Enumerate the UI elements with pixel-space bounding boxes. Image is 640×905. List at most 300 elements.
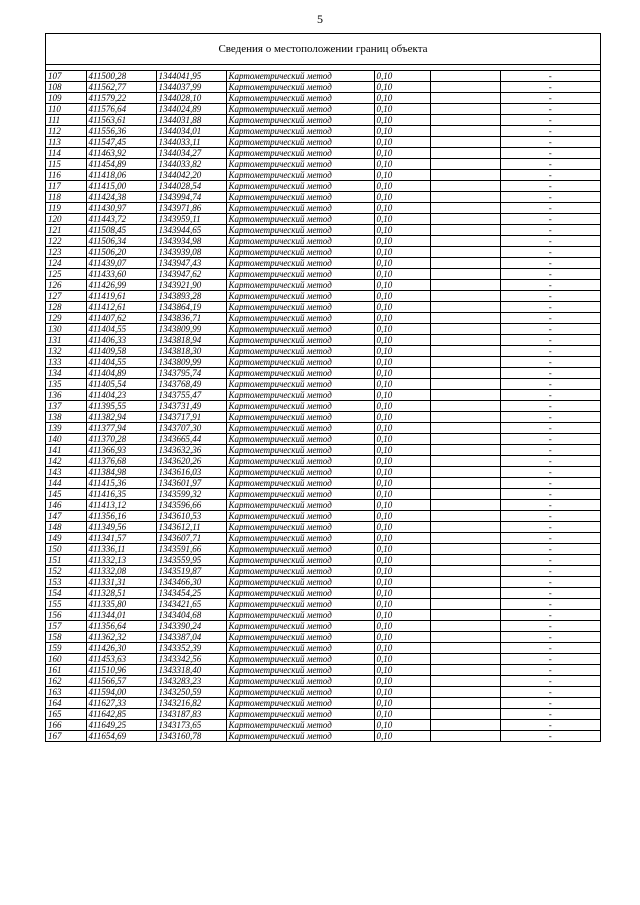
coord-y-cell: 1343731,49	[156, 401, 226, 412]
description-cell: -	[500, 324, 600, 335]
method-cell: Картометрический метод	[226, 181, 374, 192]
accuracy-cell: 0,10	[374, 731, 430, 742]
table-row	[46, 148, 600, 159]
empty-cell-cell	[430, 412, 500, 423]
table-row	[46, 423, 600, 434]
accuracy-cell: 0,10	[374, 577, 430, 588]
accuracy-cell: 0,10	[374, 599, 430, 610]
table-row	[46, 434, 600, 445]
table-row	[46, 291, 600, 302]
coord-x-cell: 411344,01	[86, 610, 156, 621]
coord-y-cell: 1344034,01	[156, 126, 226, 137]
coord-y-cell: 1343818,30	[156, 346, 226, 357]
point-number-cell: 117	[46, 181, 86, 192]
accuracy-cell: 0,10	[374, 126, 430, 137]
description-cell: -	[500, 698, 600, 709]
description-cell: -	[500, 346, 600, 357]
method-cell: Картометрический метод	[226, 533, 374, 544]
method-cell: Картометрический метод	[226, 709, 374, 720]
coord-x-cell: 411335,80	[86, 599, 156, 610]
description-cell: -	[500, 93, 600, 104]
description-cell: -	[500, 720, 600, 731]
method-cell: Картометрический метод	[226, 654, 374, 665]
point-number-cell: 128	[46, 302, 86, 313]
empty-cell-cell	[430, 401, 500, 412]
coord-x-cell: 411463,92	[86, 148, 156, 159]
point-number-cell: 120	[46, 214, 86, 225]
coord-x-cell: 411418,06	[86, 170, 156, 181]
method-cell: Картометрический метод	[226, 324, 374, 335]
method-cell: Картометрический метод	[226, 291, 374, 302]
point-number-cell: 151	[46, 555, 86, 566]
accuracy-cell: 0,10	[374, 192, 430, 203]
empty-cell-cell	[430, 126, 500, 137]
accuracy-cell: 0,10	[374, 478, 430, 489]
coord-x-cell: 411510,96	[86, 665, 156, 676]
table-row	[46, 676, 600, 687]
empty-cell-cell	[430, 588, 500, 599]
method-cell: Картометрический метод	[226, 357, 374, 368]
table-row	[46, 489, 600, 500]
empty-cell-cell	[430, 203, 500, 214]
coord-x-cell: 411412,61	[86, 302, 156, 313]
coord-y-cell: 1343665,44	[156, 434, 226, 445]
coord-x-cell: 411576,64	[86, 104, 156, 115]
empty-cell-cell	[430, 346, 500, 357]
point-number-cell: 154	[46, 588, 86, 599]
point-number-cell: 112	[46, 126, 86, 137]
description-cell: -	[500, 181, 600, 192]
coord-x-cell: 411404,55	[86, 324, 156, 335]
accuracy-cell: 0,10	[374, 500, 430, 511]
empty-cell-cell	[430, 236, 500, 247]
empty-cell-cell	[430, 214, 500, 225]
accuracy-cell: 0,10	[374, 709, 430, 720]
coord-y-cell: 1344033,82	[156, 159, 226, 170]
method-cell: Картометрический метод	[226, 478, 374, 489]
table-row	[46, 544, 600, 555]
coord-y-cell: 1343390,24	[156, 621, 226, 632]
empty-cell-cell	[430, 82, 500, 93]
coord-y-cell: 1343944,65	[156, 225, 226, 236]
coord-y-cell: 1344037,99	[156, 82, 226, 93]
empty-cell-cell	[430, 115, 500, 126]
accuracy-cell: 0,10	[374, 214, 430, 225]
table-row	[46, 632, 600, 643]
empty-cell-cell	[430, 731, 500, 742]
method-cell: Картометрический метод	[226, 412, 374, 423]
method-cell: Картометрический метод	[226, 698, 374, 709]
accuracy-cell: 0,10	[374, 643, 430, 654]
point-number-cell: 137	[46, 401, 86, 412]
empty-cell-cell	[430, 500, 500, 511]
description-cell: -	[500, 126, 600, 137]
description-cell: -	[500, 544, 600, 555]
point-number-cell: 123	[46, 247, 86, 258]
table-row	[46, 401, 600, 412]
method-cell: Картометрический метод	[226, 71, 374, 82]
method-cell: Картометрический метод	[226, 280, 374, 291]
method-cell: Картометрический метод	[226, 247, 374, 258]
method-cell: Картометрический метод	[226, 93, 374, 104]
accuracy-cell: 0,10	[374, 533, 430, 544]
coord-y-cell: 1343755,47	[156, 390, 226, 401]
empty-cell-cell	[430, 489, 500, 500]
coord-y-cell: 1343836,71	[156, 313, 226, 324]
empty-cell-cell	[430, 522, 500, 533]
table-row	[46, 192, 600, 203]
empty-cell-cell	[430, 423, 500, 434]
point-number-cell: 114	[46, 148, 86, 159]
method-cell: Картометрический метод	[226, 390, 374, 401]
method-cell: Картометрический метод	[226, 566, 374, 577]
description-cell: -	[500, 643, 600, 654]
method-cell: Картометрический метод	[226, 148, 374, 159]
table-row	[46, 698, 600, 709]
empty-cell-cell	[430, 71, 500, 82]
description-cell: -	[500, 489, 600, 500]
empty-cell-cell	[430, 533, 500, 544]
point-number-cell: 122	[46, 236, 86, 247]
table-row	[46, 368, 600, 379]
table-title: Сведения о местоположении границ объекта	[46, 34, 600, 65]
empty-cell-cell	[430, 390, 500, 401]
accuracy-cell: 0,10	[374, 390, 430, 401]
accuracy-cell: 0,10	[374, 181, 430, 192]
description-cell: -	[500, 159, 600, 170]
empty-cell-cell	[430, 632, 500, 643]
point-number-cell: 157	[46, 621, 86, 632]
coord-x-cell: 411382,94	[86, 412, 156, 423]
coord-y-cell: 1343404,68	[156, 610, 226, 621]
empty-cell-cell	[430, 269, 500, 280]
accuracy-cell: 0,10	[374, 93, 430, 104]
method-cell: Картометрический метод	[226, 335, 374, 346]
description-cell: -	[500, 302, 600, 313]
coord-y-cell: 1343387,04	[156, 632, 226, 643]
coord-x-cell: 411404,55	[86, 357, 156, 368]
coord-y-cell: 1343707,30	[156, 423, 226, 434]
coord-x-cell: 411370,28	[86, 434, 156, 445]
accuracy-cell: 0,10	[374, 104, 430, 115]
empty-cell-cell	[430, 698, 500, 709]
coord-y-cell: 1343717,91	[156, 412, 226, 423]
table-row	[46, 181, 600, 192]
coord-x-cell: 411508,45	[86, 225, 156, 236]
table-row	[46, 236, 600, 247]
description-cell: -	[500, 368, 600, 379]
description-cell: -	[500, 280, 600, 291]
description-cell: -	[500, 247, 600, 258]
coord-y-cell: 1343454,25	[156, 588, 226, 599]
description-cell: -	[500, 610, 600, 621]
accuracy-cell: 0,10	[374, 269, 430, 280]
point-number-cell: 166	[46, 720, 86, 731]
point-number-cell: 107	[46, 71, 86, 82]
table-row	[46, 71, 600, 82]
table-row	[46, 335, 600, 346]
description-cell: -	[500, 192, 600, 203]
coord-x-cell: 411413,12	[86, 500, 156, 511]
description-cell: -	[500, 412, 600, 423]
accuracy-cell: 0,10	[374, 346, 430, 357]
point-number-cell: 108	[46, 82, 86, 93]
method-cell: Картометрический метод	[226, 379, 374, 390]
point-number-cell: 119	[46, 203, 86, 214]
accuracy-cell: 0,10	[374, 412, 430, 423]
method-cell: Картометрический метод	[226, 302, 374, 313]
coord-x-cell: 411426,30	[86, 643, 156, 654]
method-cell: Картометрический метод	[226, 676, 374, 687]
empty-cell-cell	[430, 225, 500, 236]
point-number-cell: 129	[46, 313, 86, 324]
coord-y-cell: 1343559,95	[156, 555, 226, 566]
empty-cell-cell	[430, 280, 500, 291]
empty-cell-cell	[430, 720, 500, 731]
table-row	[46, 269, 600, 280]
description-cell: -	[500, 291, 600, 302]
coord-x-cell: 411356,64	[86, 621, 156, 632]
empty-cell-cell	[430, 654, 500, 665]
coord-x-cell: 411366,93	[86, 445, 156, 456]
accuracy-cell: 0,10	[374, 632, 430, 643]
coord-x-cell: 411419,61	[86, 291, 156, 302]
accuracy-cell: 0,10	[374, 357, 430, 368]
description-cell: -	[500, 588, 600, 599]
point-number-cell: 109	[46, 93, 86, 104]
accuracy-cell: 0,10	[374, 225, 430, 236]
table-row	[46, 610, 600, 621]
coord-y-cell: 1344028,10	[156, 93, 226, 104]
coord-x-cell: 411332,13	[86, 555, 156, 566]
coord-y-cell: 1343250,59	[156, 687, 226, 698]
empty-cell-cell	[430, 676, 500, 687]
table-row	[46, 357, 600, 368]
coord-x-cell: 411433,60	[86, 269, 156, 280]
coordinates-table	[46, 71, 600, 741]
method-cell: Картометрический метод	[226, 489, 374, 500]
coord-y-cell: 1343601,97	[156, 478, 226, 489]
coord-x-cell: 411384,98	[86, 467, 156, 478]
coord-x-cell: 411377,94	[86, 423, 156, 434]
coord-y-cell: 1343939,08	[156, 247, 226, 258]
empty-cell-cell	[430, 643, 500, 654]
point-number-cell: 115	[46, 159, 86, 170]
accuracy-cell: 0,10	[374, 665, 430, 676]
coord-x-cell: 411395,55	[86, 401, 156, 412]
point-number-cell: 152	[46, 566, 86, 577]
coord-y-cell: 1343768,49	[156, 379, 226, 390]
accuracy-cell: 0,10	[374, 434, 430, 445]
table-row	[46, 654, 600, 665]
point-number-cell: 140	[46, 434, 86, 445]
coord-y-cell: 1343318,40	[156, 665, 226, 676]
coord-x-cell: 411566,57	[86, 676, 156, 687]
coord-x-cell: 411362,32	[86, 632, 156, 643]
method-cell: Картометрический метод	[226, 236, 374, 247]
coord-x-cell: 411426,99	[86, 280, 156, 291]
accuracy-cell: 0,10	[374, 687, 430, 698]
description-cell: -	[500, 511, 600, 522]
coord-y-cell: 1344028,54	[156, 181, 226, 192]
coord-y-cell: 1343959,11	[156, 214, 226, 225]
method-cell: Картометрический метод	[226, 511, 374, 522]
description-cell: -	[500, 82, 600, 93]
coord-x-cell: 411405,54	[86, 379, 156, 390]
accuracy-cell: 0,10	[374, 379, 430, 390]
empty-cell-cell	[430, 357, 500, 368]
table-row	[46, 214, 600, 225]
description-cell: -	[500, 467, 600, 478]
description-cell: -	[500, 621, 600, 632]
coord-y-cell: 1343421,65	[156, 599, 226, 610]
point-number-cell: 163	[46, 687, 86, 698]
accuracy-cell: 0,10	[374, 555, 430, 566]
point-number-cell: 116	[46, 170, 86, 181]
method-cell: Картометрический метод	[226, 82, 374, 93]
accuracy-cell: 0,10	[374, 258, 430, 269]
point-number-cell: 162	[46, 676, 86, 687]
empty-cell-cell	[430, 467, 500, 478]
method-cell: Картометрический метод	[226, 643, 374, 654]
description-cell: -	[500, 203, 600, 214]
method-cell: Картометрический метод	[226, 313, 374, 324]
table-row	[46, 93, 600, 104]
method-cell: Картометрический метод	[226, 555, 374, 566]
point-number-cell: 146	[46, 500, 86, 511]
method-cell: Картометрический метод	[226, 423, 374, 434]
description-cell: -	[500, 478, 600, 489]
accuracy-cell: 0,10	[374, 621, 430, 632]
table-row	[46, 302, 600, 313]
accuracy-cell: 0,10	[374, 489, 430, 500]
method-cell: Картометрический метод	[226, 269, 374, 280]
point-number-cell: 126	[46, 280, 86, 291]
method-cell: Картометрический метод	[226, 456, 374, 467]
description-cell: -	[500, 313, 600, 324]
coord-x-cell: 411556,36	[86, 126, 156, 137]
empty-cell-cell	[430, 610, 500, 621]
description-cell: -	[500, 269, 600, 280]
coord-x-cell: 411594,00	[86, 687, 156, 698]
coord-y-cell: 1344034,27	[156, 148, 226, 159]
method-cell: Картометрический метод	[226, 522, 374, 533]
coord-y-cell: 1344031,88	[156, 115, 226, 126]
method-cell: Картометрический метод	[226, 401, 374, 412]
empty-cell-cell	[430, 181, 500, 192]
coord-x-cell: 411430,97	[86, 203, 156, 214]
empty-cell-cell	[430, 379, 500, 390]
coord-y-cell: 1344041,95	[156, 71, 226, 82]
coord-y-cell: 1343596,66	[156, 500, 226, 511]
table-row	[46, 456, 600, 467]
method-cell: Картометрический метод	[226, 720, 374, 731]
coord-x-cell: 411336,11	[86, 544, 156, 555]
table-row	[46, 445, 600, 456]
method-cell: Картометрический метод	[226, 621, 374, 632]
point-number-cell: 121	[46, 225, 86, 236]
description-cell: -	[500, 665, 600, 676]
coord-y-cell: 1343921,90	[156, 280, 226, 291]
accuracy-cell: 0,10	[374, 445, 430, 456]
coord-x-cell: 411627,33	[86, 698, 156, 709]
coord-y-cell: 1343466,30	[156, 577, 226, 588]
coord-x-cell: 411409,58	[86, 346, 156, 357]
description-cell: -	[500, 599, 600, 610]
method-cell: Картометрический метод	[226, 577, 374, 588]
description-cell: -	[500, 214, 600, 225]
empty-cell-cell	[430, 687, 500, 698]
table-row	[46, 533, 600, 544]
description-cell: -	[500, 577, 600, 588]
accuracy-cell: 0,10	[374, 203, 430, 214]
method-cell: Картометрический метод	[226, 467, 374, 478]
coord-y-cell: 1343173,65	[156, 720, 226, 731]
point-number-cell: 160	[46, 654, 86, 665]
empty-cell-cell	[430, 665, 500, 676]
coord-y-cell: 1343620,26	[156, 456, 226, 467]
coord-y-cell: 1343632,36	[156, 445, 226, 456]
accuracy-cell: 0,10	[374, 324, 430, 335]
table-row	[46, 412, 600, 423]
description-cell: -	[500, 533, 600, 544]
coord-y-cell: 1343352,39	[156, 643, 226, 654]
empty-cell-cell	[430, 511, 500, 522]
table-row	[46, 555, 600, 566]
empty-cell-cell	[430, 335, 500, 346]
method-cell: Картометрический метод	[226, 137, 374, 148]
description-cell: -	[500, 731, 600, 742]
coord-y-cell: 1343591,66	[156, 544, 226, 555]
coord-x-cell: 411547,45	[86, 137, 156, 148]
table-row	[46, 720, 600, 731]
accuracy-cell: 0,10	[374, 423, 430, 434]
accuracy-cell: 0,10	[374, 654, 430, 665]
description-cell: -	[500, 401, 600, 412]
coord-y-cell: 1343519,87	[156, 566, 226, 577]
method-cell: Картометрический метод	[226, 610, 374, 621]
empty-cell-cell	[430, 258, 500, 269]
point-number-cell: 139	[46, 423, 86, 434]
description-cell: -	[500, 170, 600, 181]
table-row	[46, 203, 600, 214]
empty-cell-cell	[430, 577, 500, 588]
accuracy-cell: 0,10	[374, 401, 430, 412]
point-number-cell: 138	[46, 412, 86, 423]
accuracy-cell: 0,10	[374, 148, 430, 159]
coord-x-cell: 411406,33	[86, 335, 156, 346]
empty-cell-cell	[430, 599, 500, 610]
accuracy-cell: 0,10	[374, 159, 430, 170]
method-cell: Картометрический метод	[226, 544, 374, 555]
empty-cell-cell	[430, 478, 500, 489]
coord-x-cell: 411649,25	[86, 720, 156, 731]
point-number-cell: 149	[46, 533, 86, 544]
empty-cell-cell	[430, 192, 500, 203]
accuracy-cell: 0,10	[374, 170, 430, 181]
method-cell: Картометрический метод	[226, 126, 374, 137]
table-row	[46, 225, 600, 236]
boundary-table-frame	[45, 33, 601, 742]
method-cell: Картометрический метод	[226, 368, 374, 379]
method-cell: Картометрический метод	[226, 115, 374, 126]
point-number-cell: 148	[46, 522, 86, 533]
point-number-cell: 164	[46, 698, 86, 709]
method-cell: Картометрический метод	[226, 258, 374, 269]
method-cell: Картометрический метод	[226, 225, 374, 236]
description-cell: -	[500, 71, 600, 82]
table-row	[46, 159, 600, 170]
